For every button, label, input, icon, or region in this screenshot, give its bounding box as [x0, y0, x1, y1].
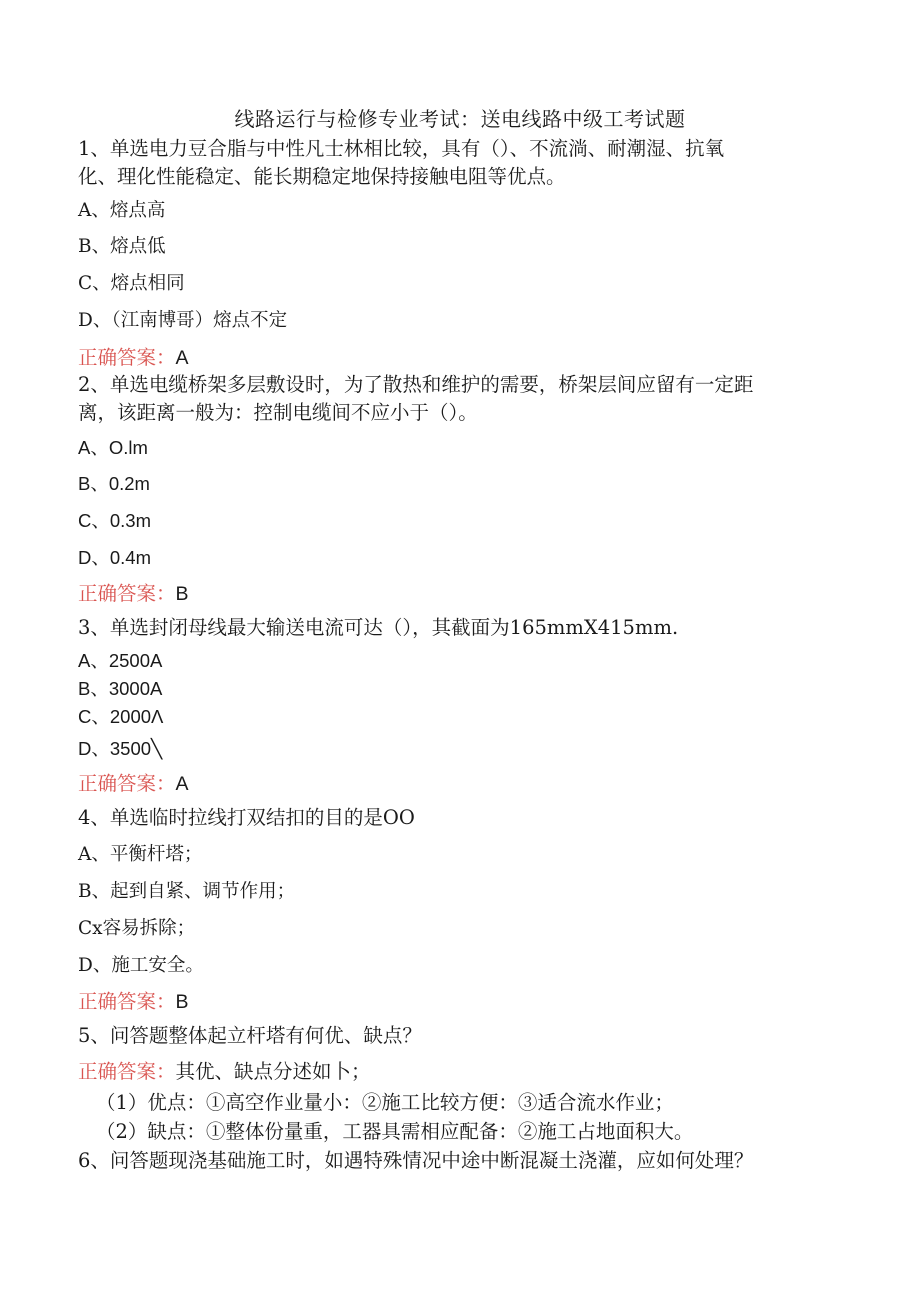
question-1-answer [78, 343, 189, 373]
question-4-option-a: A、平衡杆塔； [78, 844, 203, 865]
answer-value: B [175, 583, 189, 605]
question-1-option-d: D、（江南博哥）熔点不定 [78, 310, 288, 331]
answer-label: 正确答案： [78, 990, 176, 1013]
question-3-option-c: C、2000Λ [78, 706, 164, 727]
answer-label: 正确答案： [78, 772, 176, 795]
answer-value: 其优、缺点分述如卜； [175, 1060, 371, 1083]
question-1-stem-line-2: 化、理化性能稳定、能长期稳定地保持接触电阻等优点。 [78, 165, 566, 188]
answer-label: 正确答案： [78, 582, 176, 605]
question-2-answer [78, 579, 189, 609]
question-4-stem: 4、单选临时拉线打双结扣的目的是OO [78, 806, 415, 829]
answer-value: A [175, 347, 189, 369]
question-5-answer-line-2: （2）缺点：①整体份量重，工器具需相应配备：②施工占地面积大。 [96, 1120, 694, 1143]
question-3-answer [78, 769, 189, 799]
answer-label: 正确答案： [78, 1060, 176, 1083]
question-3-option-d: D、3500╲ [78, 738, 163, 759]
document-title: 线路运行与检修专业考试：送电线路中级工考试题 [234, 107, 686, 131]
question-2-option-a: A、O.lm [78, 437, 148, 458]
answer-value: A [175, 773, 189, 795]
question-6-stem: 6、问答题现浇基础施工时，如遇特殊情况中途中断混凝土浇灌，应如何处理？ [78, 1149, 754, 1172]
question-4-option-c: Cx容易拆除； [78, 918, 196, 939]
question-3-option-b: B、3000A [78, 678, 163, 699]
question-5-answer [78, 1057, 371, 1087]
question-1-stem-line-1: 1、单选电力豆合脂与中性凡士林相比较，具有（）、不流淌、耐潮湿、抗氧 [78, 137, 725, 160]
question-1-option-c: C、熔点相同 [78, 273, 185, 294]
question-2-option-d: D、0.4m [78, 547, 151, 568]
question-2-option-c: C、0.3m [78, 510, 151, 531]
question-4-answer [78, 987, 189, 1017]
question-2-stem-line-2: 离，该距离一般为：控制电缆间不应小于（）。 [78, 401, 478, 424]
question-1-option-a: A、熔点高 [78, 200, 166, 221]
question-2-option-b: B、0.2m [78, 473, 150, 494]
answer-label: 正确答案： [78, 346, 176, 369]
question-4-option-b: B、起到自紧、调节作用； [78, 881, 296, 902]
question-1-option-b: B、熔点低 [78, 236, 166, 257]
question-5-stem: 5、问答题整体起立杆塔有何优、缺点？ [78, 1024, 422, 1047]
question-3-stem: 3、单选封闭母线最大输送电流可达（），其截面为165mmX415mm. [78, 616, 679, 639]
answer-value: B [175, 991, 189, 1013]
question-2-stem-line-1: 2、单选电缆桥架多层敷设时，为了散热和维护的需要，桥架层间应留有一定距 [78, 373, 754, 396]
question-4-option-d: D、施工安全。 [78, 955, 204, 976]
question-3-option-a: A、2500A [78, 650, 163, 671]
question-5-answer-line-1: （1）优点：①高空作业量小：②施工比较方便：③适合流水作业； [96, 1091, 674, 1114]
